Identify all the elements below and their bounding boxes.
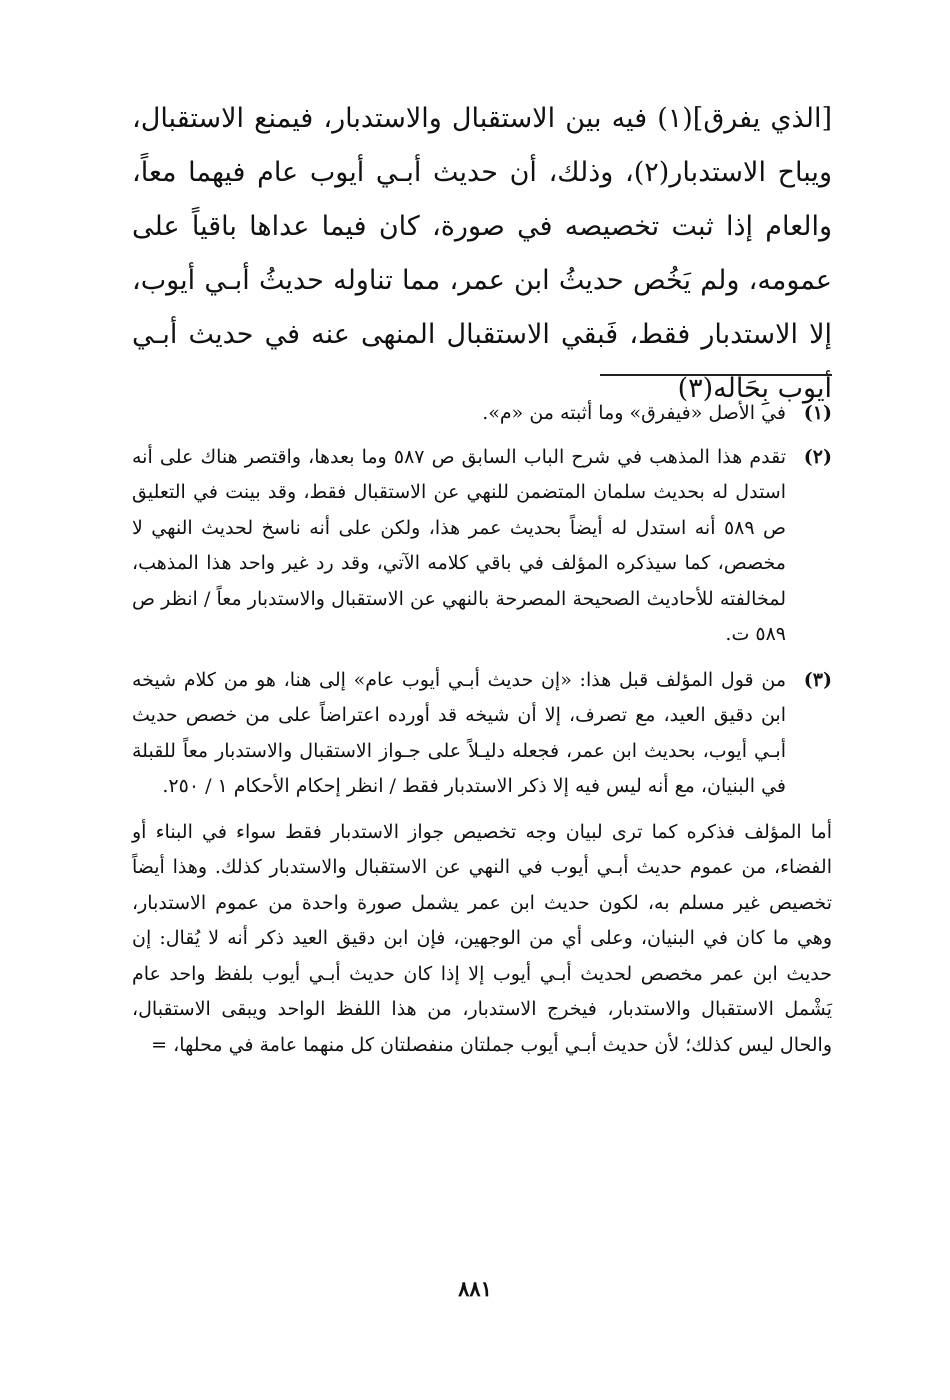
footnote-text: من قول المؤلف قبل هذا: «إن حديث أبـي أيوب عام» إلى هنا، هو من كلام شيخه ابن دقيق العيد، مع تصرف، إلا أن شيخه قد أورده اعتراضاً على من خصص حديث أبـي أيوب، بحديث ابن عمر، فجعله دليـلاً على جـواز الاستقبال والاستدبار معاً للقبلة في البنيان، مع أنه ليس فيه إلا ذكر الاستدبار فقط / انظر إحكام الأحكام ١ / ٢٥٠. xyxy=(132,668,786,797)
footnote-3 xyxy=(132,663,832,805)
footnote-text: في الأصل «فيفرق» وما أثبته من «م». xyxy=(482,402,786,424)
footnote-1 xyxy=(132,396,832,432)
footnote-number: (٣) xyxy=(803,668,832,691)
footnotes xyxy=(132,396,832,1063)
footnote-separator xyxy=(600,374,832,376)
page-number: ٨٨١ xyxy=(458,1276,492,1301)
footnote-number: (١) xyxy=(803,402,832,424)
footnote-text: تقدم هذا المذهب في شرح الباب السابق ص ٥٨٧ وما بعدها، واقتصر هناك على أنه استدل له بحديث سلمان المتضمن للنهي عن الاستقبال فقط، وقد بينت في التعليق ص ٥٨٩ أنه استدل له أيضاً بحديث عمر هذا، ولكن على أنه ناسخ لحديث النهي لا مخصص، كما سيذكره المؤلف في باقي كلامه الآتي، وقد رد غير واحد هذا المذهب، لمخالفته للأحاديث الصحيحة المصرحة بالنهي عن الاستقبال والاستدبار معاً / انظر ص ٥٨٩ ت. xyxy=(132,445,787,645)
main-paragraph: [الذي يفرق](١) فيه بين الاستقبال والاستدبار، فيمنع الاستقبال، ويباح الاستدبار(٢)، وذلك، أن حديث أبـي أيوب عام فيهما معاً، والعام إذا ثبت تخصيصه في صورة، كان فيما عداها باقياً على عمومه، ولم يَخُص حديثُ ابن عمر، مما تناوله حديثُ أبـي أيوب، إلا الاستدبار فقط، فَبقي الاستقبال المنهى عنه في حديث أبـي أيوب بِحَاله(٣) xyxy=(132,103,832,404)
footnote-2 xyxy=(132,440,832,653)
footnote-number: (٢) xyxy=(803,445,832,468)
main-text-block xyxy=(132,92,832,416)
footnote-continuation: أما المؤلف فذكره كما ترى لبيان وجه تخصيص جواز الاستدبار فقط سواء في البناء أو الفضاء، من عموم حديث أبـي أيوب في النهي عن الاستقبال والاستدبار كذلك. وهذا أيضاً تخصيص غير مسلم به، لكون حديث ابن عمر يشمل صورة واحدة من عموم الاستدبار، وهي ما كان في البنيان، وعلى أي من الوجهين، فإن ابن دقيق العيد ذكر أنه لا يُقال: إن حديث ابن عمر مخصص لحديث أبـي أيوب إلا إذا كان حديث أبـي أيوب بلفظ واحد عام يَشْمل الاستقبال والاستدبار، فيخرج الاستدبار، من هذا اللفظ الواحد ويبقى الاستقبال، والحال ليس كذلك؛ لأن حديث أبـي أيوب جملتان منفصلتان كل منهما عامة في محلها، = xyxy=(132,820,832,1056)
